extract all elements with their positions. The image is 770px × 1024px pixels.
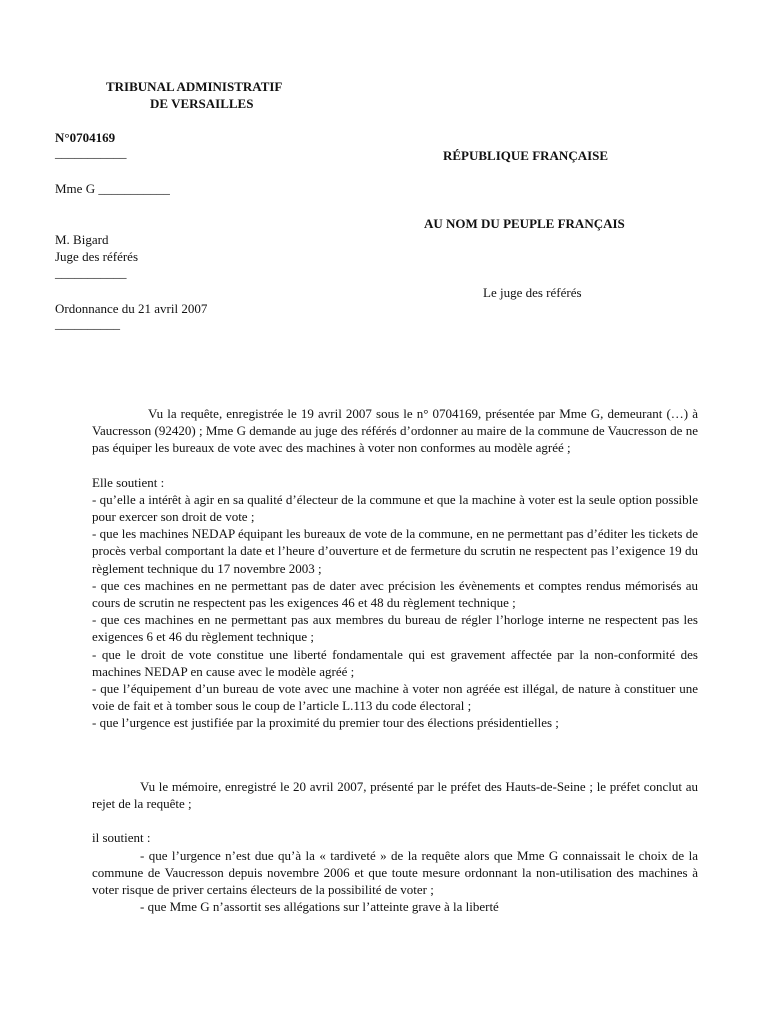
judge-title: Juge des référés xyxy=(55,249,139,264)
soutient-intro: Elle soutient : xyxy=(92,474,165,490)
party-name: Mme G ___________ xyxy=(55,181,170,196)
memoire-section xyxy=(92,778,698,915)
list-item: - que les machines NEDAP équipant les bureaux de vote de la commune, en ne permettant pas d’éditer les tickets de procès verbal comportant la date et l’heure d’ouverture et de fermeture du scrutin ne respectent pas l’exigence 19 du règlement technique du 17 novembre 2003 ; xyxy=(92,526,698,576)
court-name-line2: DE VERSAILLES xyxy=(150,96,254,111)
list-item: - que l’urgence n’est due qu’à la « tardiveté » de la requête alors que Mme G connaissait le choix de la commune de Vaucresson depuis novembre 2006 et que toute mesure ordonnant la non-utilisation des machines à voter risque de priver certains électeurs de la possibilité de voter ; xyxy=(92,847,698,898)
requete-paragraph: Vu la requête, enregistrée le 19 avril 2007 sous le n° 0704169, présentée par Mme G, demeurant (…) à Vaucresson (92420) ; Mme G demande au juge des référés d’ordonner au maire de la commune de Vaucresson de ne pas équiper les bureaux de vote avec des machines à voter non conformes au modèle agréé ; xyxy=(92,406,698,456)
separator-line: __________ xyxy=(55,316,120,331)
separator-line: ___________ xyxy=(55,145,127,160)
list-item: - que l’urgence est justifiée par la proximité du premier tour des élections présidentielles ; xyxy=(92,715,559,731)
ordonnance-date: Ordonnance du 21 avril 2007 xyxy=(55,301,208,316)
list-item: - que Mme G n’assortit ses allégations sur l’atteinte grave à la liberté xyxy=(140,899,499,915)
list-item: - que ces machines en ne permettant pas de dater avec précision les évènements et comptes rendus mémorisés au cours de scrutin ne respectent pas les exigences 46 et 48 du règlement technique ; xyxy=(92,577,698,611)
list-item: - que ces machines en ne permettant pas aux membres du bureau de régler l’horloge interne ne respectent pas les exigences 6 et 46 du règlement technique ; xyxy=(92,612,698,645)
separator-line: ___________ xyxy=(55,265,127,280)
peuple-heading: AU NOM DU PEUPLE FRANÇAIS xyxy=(424,216,625,231)
judge-name: M. Bigard xyxy=(55,232,109,247)
court-name-line1: TRIBUNAL ADMINISTRATIF xyxy=(106,79,283,94)
list-item: - qu’elle a intérêt à agir en sa qualité d’électeur de la commune et que la machine à voter est la seule option possible pour exercer son droit de vote ; xyxy=(92,491,698,525)
memoire-paragraph: Vu le mémoire, enregistré le 20 avril 2007, présenté par le préfet des Hauts-de-Seine ; le préfet conclut au rejet de la requête ; xyxy=(92,779,698,812)
judge-heading: Le juge des référés xyxy=(483,285,582,300)
il-soutient-intro: il soutient : xyxy=(92,830,151,846)
case-number: N°0704169 xyxy=(55,130,116,145)
requete-section xyxy=(92,405,698,732)
list-item: - que l’équipement d’un bureau de vote avec une machine à voter non agréée est illégal, de nature à constituer une voie de fait et à tomber sous le coup de l’article L.113 du code électoral ; xyxy=(92,681,698,714)
list-item: - que le droit de vote constitue une liberté fondamentale qui est gravement affectée par la non-conformité des machines NEDAP en cause avec le modèle agréé ; xyxy=(92,646,698,679)
republic-heading: RÉPUBLIQUE FRANÇAISE xyxy=(443,148,609,163)
